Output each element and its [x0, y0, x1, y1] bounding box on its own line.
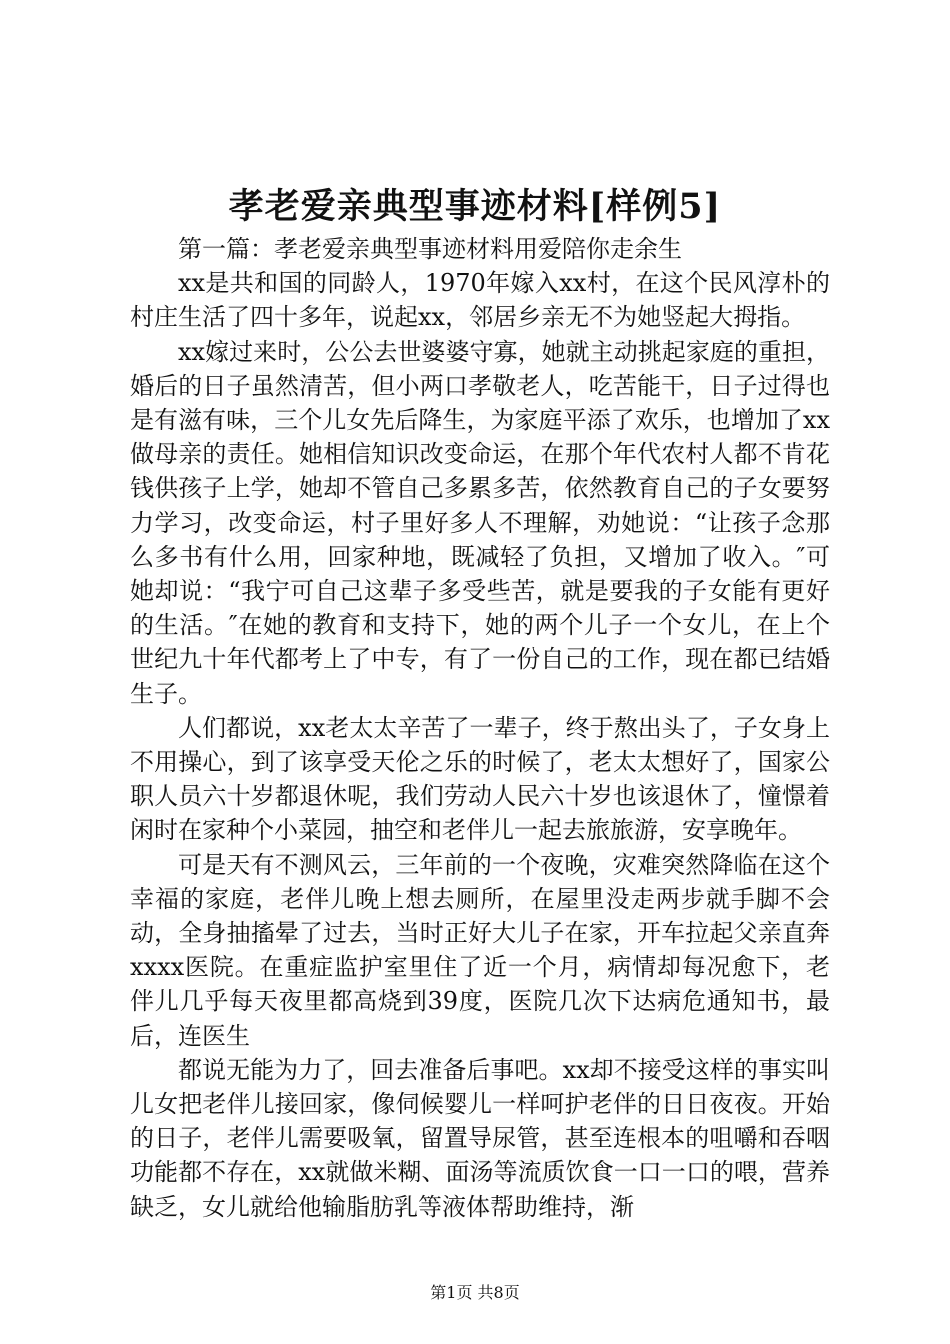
page-footer: 第1页 共8页	[430, 1283, 520, 1302]
paragraph: xx是共和国的同龄人，1970年嫁入xx村，在这个民风淳朴的村庄生活了四十多年，说起xx，邻居乡亲无不为她竖起大拇指。	[130, 269, 830, 332]
paragraph: 人们都说，xx老太太辛苦了一辈子，终于熬出头了，子女身上不用操心，到了该享受天伦之乐的时候了，老太太想好了，国家公职人员六十岁都退休呢，我们劳动人民六十岁也该退休了，憧憬着闲时在家种个小菜园，抽空和老伴儿一起去旅旅游，安享晚年。	[130, 713, 830, 845]
paragraph: 可是天有不测风云，三年前的一个夜晚，灾难突然降临在这个幸福的家庭，老伴儿晚上想去厕所，在屋里没走两步就手脚不会动，全身抽搐晕了过去，当时正好大儿子在家，开车拉起父亲直奔xxxx医院。在重症监护室里住了近一个月，病情却每况愈下，老伴儿几乎每天夜里都高烧到39度，医院几次下达病危通知书，最后，连医生	[130, 850, 830, 1050]
paragraph: 都说无能为力了，回去准备后事吧。xx却不接受这样的事实叫儿女把老伴儿接回家，像伺候婴儿一样呵护老伴的日日夜夜。开始的日子，老伴儿需要吸氧，留置导尿管，甚至连根本的咀嚼和吞咽功能都不存在，xx就做米糊、面汤等流质饮食一口一口的喂，营养缺乏，女儿就给他输脂肪乳等液体帮助维持，渐	[130, 1055, 830, 1221]
document-body	[130, 232, 830, 1224]
document-title: 孝老爱亲典型事迹材料[样例5]	[228, 186, 722, 227]
paragraph: 第一篇：孝老爱亲典型事迹材料用爱陪你走余生	[178, 235, 682, 263]
paragraph: xx嫁过来时，公公去世婆婆守寡，她就主动挑起家庭的重担，婚后的日子虽然清苦，但小两口孝敬老人，吃苦能干，日子过得也是有滋有味，三个儿女先后降生，为家庭平添了欢乐，也增加了xx做母亲的责任。她相信知识改变命运，在那个年代农村人都不肯花钱供孩子上学，她却不管自己多累多苦，依然教育自己的子女要努力学习，改变命运，村子里好多人不理解，劝她说：“让孩子念那么多书有什么用，回家种地，既减轻了负担，又增加了收入。″可她却说：“我宁可自己这辈子多受些苦，就是要我的子女能有更好的生活。″在她的教育和支持下，她的两个儿子一个女儿，在上个世纪九十年代都考上了中专，有了一份自己的工作，现在都已结婚生子。	[130, 337, 830, 708]
